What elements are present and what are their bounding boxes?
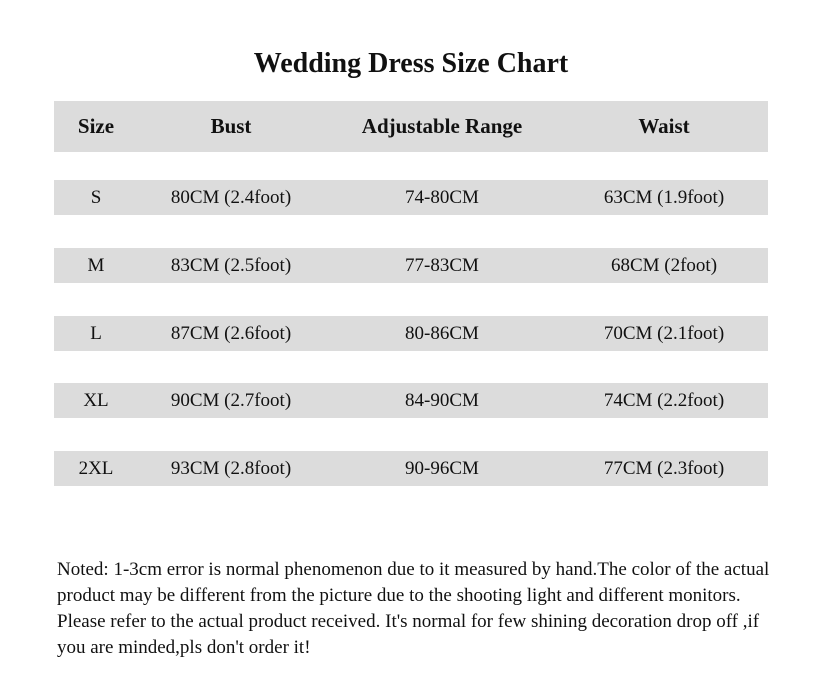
size-cell: S (90, 186, 102, 208)
bust-cell: 87CM (2.6foot) (170, 322, 292, 344)
size-cell: M (87, 254, 105, 276)
size-cell: L (90, 322, 102, 344)
header-bust: Bust (210, 114, 252, 138)
table-row (54, 180, 768, 215)
size-cell: 2XL (78, 457, 114, 479)
header-adjustable-range: Adjustable Range (361, 114, 523, 138)
waist-cell: 68CM (2foot) (610, 254, 718, 276)
table-row (54, 383, 768, 418)
bust-cell: 90CM (2.7foot) (170, 389, 292, 411)
adjustable-range-cell: 84-90CM (405, 389, 479, 411)
waist-cell: 74CM (2.2foot) (603, 389, 725, 411)
header-size: Size (77, 114, 115, 138)
size-cell: XL (83, 389, 109, 411)
table-row (54, 451, 768, 486)
adjustable-range-cell: 80-86CM (405, 322, 479, 344)
header-waist: Waist (638, 114, 690, 138)
table-row (54, 248, 768, 283)
adjustable-range-cell: 77-83CM (405, 254, 479, 276)
bust-cell: 80CM (2.4foot) (170, 186, 292, 208)
chart-title: Wedding Dress Size Chart (253, 48, 569, 79)
table-header-row (54, 101, 768, 152)
adjustable-range-cell: 90-96CM (405, 457, 479, 479)
waist-cell: 77CM (2.3foot) (603, 457, 725, 479)
bust-cell: 83CM (2.5foot) (170, 254, 292, 276)
disclaimer-note: Noted: 1-3cm error is normal phenomenon due to it measured by hand.The color of the actual product may be different from the picture due to the shooting light and different monitors. Please refer to the actual product received. It's normal for few shining decoration drop off ,if you are minded,pls don't order it! (57, 559, 770, 658)
waist-cell: 63CM (1.9foot) (603, 186, 725, 208)
waist-cell: 70CM (2.1foot) (603, 322, 725, 344)
table-row (54, 316, 768, 351)
adjustable-range-cell: 74-80CM (405, 186, 479, 208)
bust-cell: 93CM (2.8foot) (170, 457, 292, 479)
